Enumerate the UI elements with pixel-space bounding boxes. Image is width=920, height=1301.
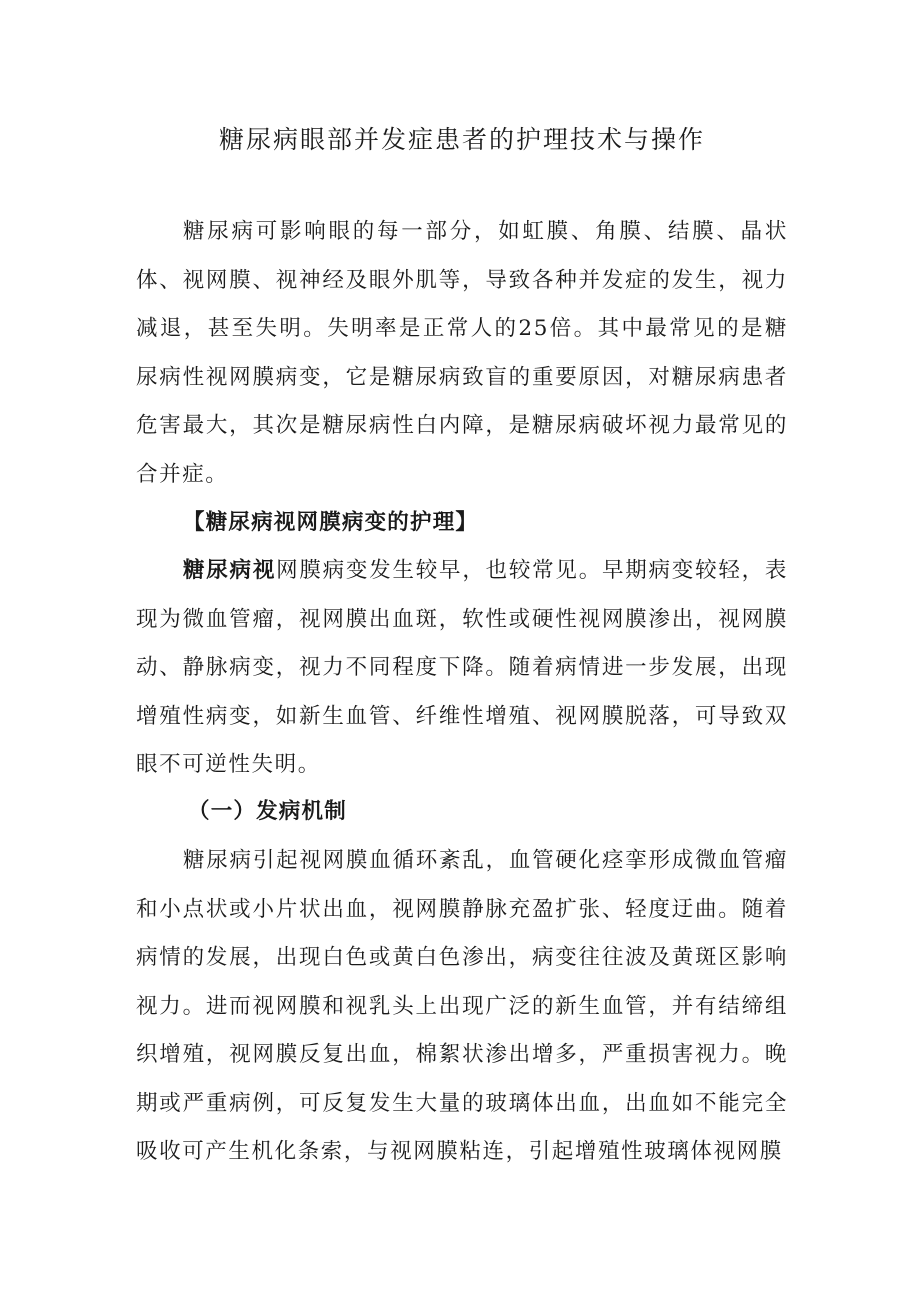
section-paragraph-rest: 网膜病变发生较早，也较常见。早期病变较轻，表现为微血管瘤，视网膜出血斑，软性或硬性视网膜渗出，视网膜动、静脉病变，视力不同程度下降。随着病情进一步发展，出现增殖性病变，如新生血管、纤维性增殖、视网膜脱落，可导致双眼不可逆性失明。 [136,558,788,777]
subsection-paragraph: 糖尿病引起视网膜血循环紊乱，血管硬化痉挛形成微血管瘤和小点状或小片状出血，视网膜静脉充盈扩张、轻度迂曲。随着病情的发展，出现白色或黄白色渗出，病变往往波及黄斑区影响视力。进而视网膜和视乳头上出现广泛的新生血管，并有结缔组织增殖，视网膜反复出血，棉絮状渗出增多，严重损害视力。晚期或严重病例，可反复发生大量的玻璃体出血，出血如不能完全吸收可产生机化条索，与视网膜粘连，引起增殖性玻璃体视网膜 [136,848,788,1164]
section-heading: 【糖尿病视网膜病变的护理】 [183,510,479,535]
document-title: 糖尿病眼部并发症患者的护理技术与操作 [218,125,705,154]
subsection-heading: （一）发病机制 [188,799,347,824]
section-paragraph [136,547,788,790]
section-paragraph-lead: 糖尿病视 [183,558,277,583]
intro-paragraph: 糖尿病可影响眼的每一部分，如虹膜、角膜、结膜、晶状体、视网膜、视神经及眼外肌等，导致各种并发症的发生，视力减退，甚至失明。失明率是正常人的25倍。其中最常见的是糖尿病性视网膜病变，它是糖尿病致盲的重要原因，对糖尿病患者危害最大，其次是糖尿病性白内障，是糖尿病破坏视力最常见的合并症。 [136,219,788,487]
